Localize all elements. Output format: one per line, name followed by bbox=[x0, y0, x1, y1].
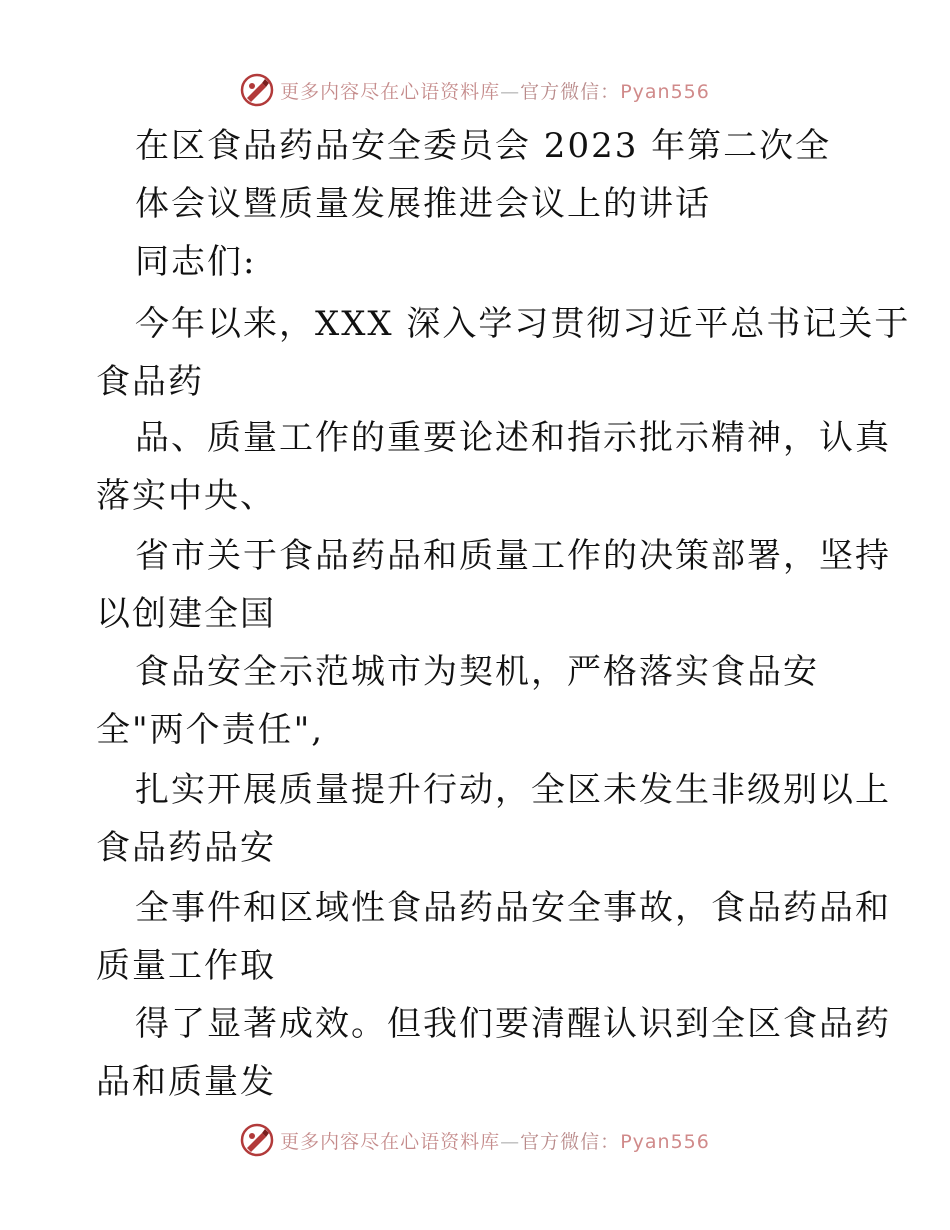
watermark-sub: 官方微信： bbox=[520, 80, 621, 103]
text-line: 质量工作取 bbox=[96, 946, 276, 986]
watermark-sub: 官方微信： bbox=[520, 1130, 621, 1153]
watermark-id: Pyan556 bbox=[620, 1130, 710, 1153]
text-line: 食品安全示范城市为契机，严格落实食品安 bbox=[135, 652, 819, 692]
text-line: 全"两个责任", bbox=[96, 710, 325, 750]
title-line-1: 在区食品药品安全委员会 2023 年第二次全 bbox=[135, 126, 832, 166]
footer-watermark bbox=[0, 1120, 950, 1160]
title-line-2: 体会议暨质量发展推进会议上的讲话 bbox=[135, 184, 711, 224]
pen-logo-icon bbox=[240, 73, 274, 107]
text-line: 省市关于食品药品和质量工作的决策部署，坚持 bbox=[135, 536, 891, 576]
pen-logo-icon bbox=[240, 1123, 274, 1157]
text-line: 落实中央、 bbox=[96, 476, 276, 516]
watermark-id: Pyan556 bbox=[620, 80, 710, 103]
text-line: 食品药 bbox=[96, 362, 204, 402]
salutation: 同志们: bbox=[135, 242, 257, 282]
text-line: 今年以来，XXX 深入学习贯彻习近平总书记关于 bbox=[135, 304, 911, 344]
watermark-main: 更多内容尽在心语资料库 bbox=[280, 1130, 501, 1153]
watermark-text bbox=[280, 1127, 710, 1154]
watermark-text bbox=[280, 77, 710, 104]
text-line: 得了显著成效。但我们要清醒认识到全区食品药 bbox=[135, 1004, 891, 1044]
text-line: 全事件和区域性食品药品安全事故，食品药品和 bbox=[135, 888, 891, 928]
text-line: 食品药品安 bbox=[96, 828, 276, 868]
watermark-separator: — bbox=[500, 1130, 521, 1153]
text-line: 品、质量工作的重要论述和指示批示精神，认真 bbox=[135, 418, 891, 458]
text-line: 品和质量发 bbox=[96, 1062, 276, 1102]
watermark-main: 更多内容尽在心语资料库 bbox=[280, 80, 501, 103]
header-watermark bbox=[0, 70, 950, 110]
watermark-separator: — bbox=[500, 80, 521, 103]
text-line: 扎实开展质量提升行动，全区未发生非级别以上 bbox=[135, 770, 891, 810]
text-line: 以创建全国 bbox=[96, 594, 276, 634]
